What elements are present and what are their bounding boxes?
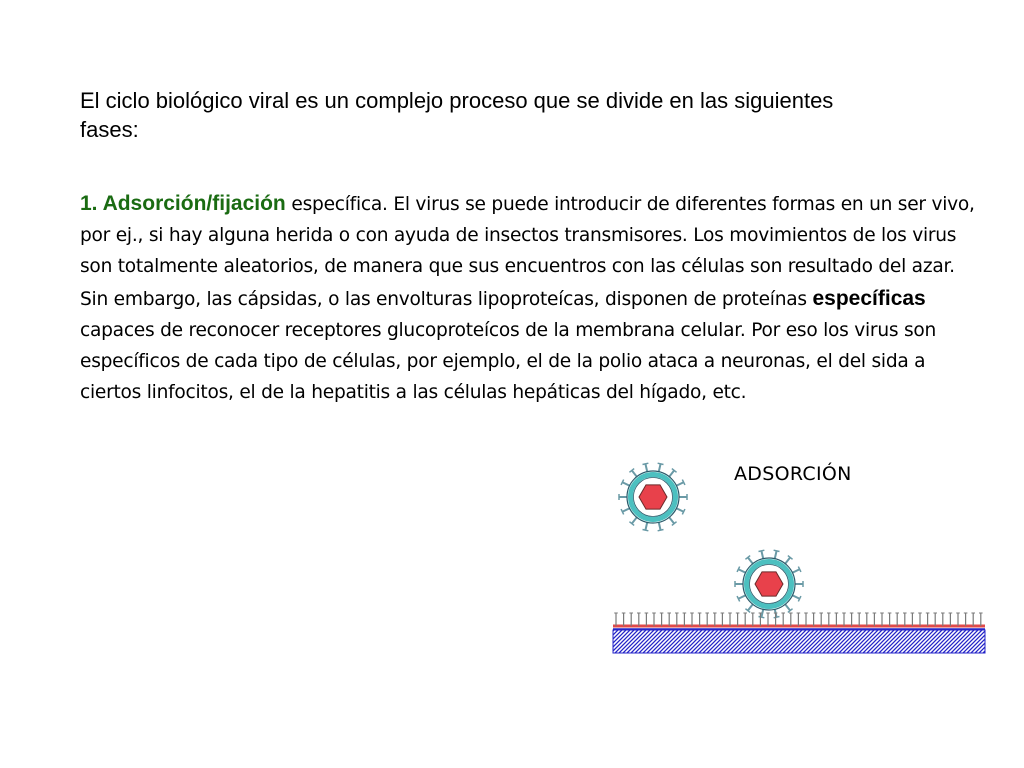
free-virus-icon: [619, 463, 687, 531]
attached-virus-icon: [735, 550, 803, 618]
phase-1-title: 1. Adsorción/fijación: [80, 192, 286, 215]
illustration-caption: ADSORCIÓN: [734, 463, 852, 485]
phase-1-text-part-1: específica. El virus se puede introducir de diferentes formas en un ser vivo, por ej., si hay alguna herida o con ayuda de insectos transmisores. Los movimientos de los virus son totalmente aleatorios, de manera que sus encuentros con las células son resultado del azar. Sin embargo, las cápsidas, o las envolturas lipoproteícas, disponen de proteínas: [80, 194, 975, 310]
cell-membrane-icon: [613, 613, 985, 653]
intro-text: El ciclo biológico viral es un complejo proceso que se divide en las siguientes fases:: [80, 88, 834, 142]
membrane-receptors-icon: [614, 613, 982, 626]
phase-1-emphasis: específicas: [812, 286, 926, 310]
phase-1-text-part-2: capaces de reconocer receptores glucoproteícos de la membrana celular. Por eso los virus son específicos de cada tipo de células, por ejemplo, el de la polio ataca a neuronas, el del sida a ciertos linfocitos, el de la hepatitis a las células hepáticas del hígado, etc.: [80, 319, 937, 404]
